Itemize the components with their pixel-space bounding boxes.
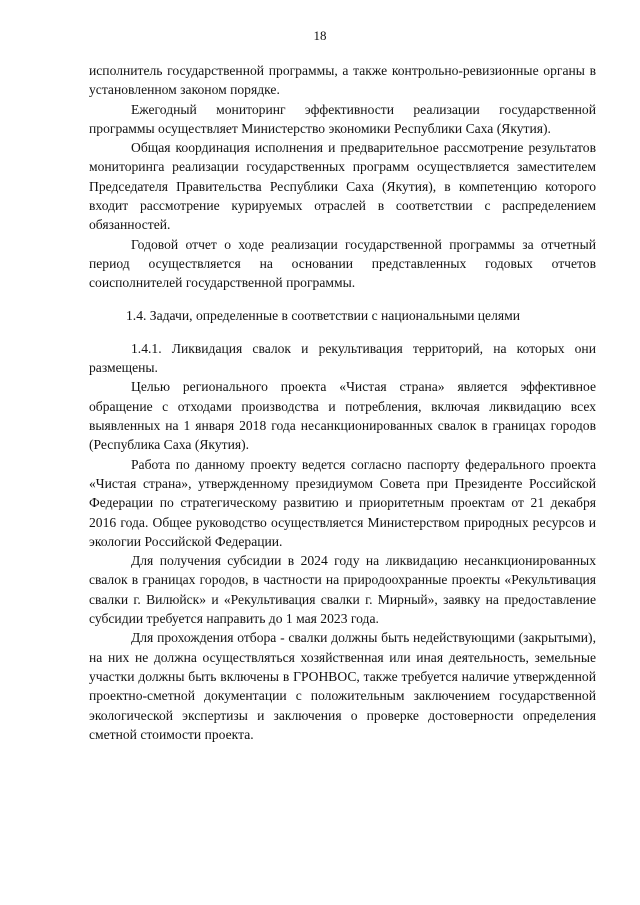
document-body — [89, 61, 596, 744]
paragraph-continued: исполнитель государственной программы, а также контрольно-ревизионные органы в установленном законом порядке. — [89, 63, 596, 98]
section-heading: 1.4. Задачи, определенные в соответствии с национальными целями — [126, 307, 520, 323]
paragraph-annual-report: Годовой отчет о ходе реализации государственной программы за отчетный период осуществляется на основании представленных годовых отчетов соисполнителей государственной программы. — [89, 236, 596, 291]
paragraph-selection: Для прохождения отбора - свалки должны быть недействующими (закрытыми), на них не должна осуществляться хозяйственная или иная деятельность, земельные участки должны быть включены в ГРОНВОС, также требуется наличие утвержденной проектно-сметной документации с положительным заключением государственной экологической экспертизы и заключения о проверке достоверности определения сметной стоимости проекта. — [89, 630, 596, 742]
paragraph-subsidy: Для получения субсидии в 2024 году на ликвидацию несанкционированных свалок в границах городов, в частности на природоохранные проекты «Рекультивация свалки г. Вилюйск» и «Рекультивация свалки г. Мирный», заявку на предоставление субсидии требуется направить до 1 мая 2023 года. — [89, 553, 596, 627]
paragraph-project-work: Работа по данному проекту ведется согласно паспорту федерального проекта «Чистая страна», утвержденному президиумом Совета при Президенте Российской Федерации по стратегическому развитию и приоритетным проектам от 21 декабря 2016 года. Общее руководство осуществляется Министерством природных ресурсов и экологии Российской Федерации. — [89, 456, 596, 549]
paragraph-coordination: Общая координация исполнения и предварительное рассмотрение результатов мониторинга реализации государственных программ осуществляется заместителем Председателя Правительства Республики Саха (Якутия), в компетенцию которого входит рассмотрение курируемых отраслей в соответствии с распределением обязанностей. — [89, 140, 596, 233]
paragraph-project-goal: Целью регионального проекта «Чистая страна» является эффективное обращение с отходами производства и потребления, включая ликвидацию всех выявленных на 1 января 2018 года несанкционированных свалок в границах городов (Республика Саха (Якутия). — [89, 379, 596, 453]
paragraph-monitoring: Ежегодный мониторинг эффективности реализации государственной программы осуществляет Министерство экономики Республики Саха (Якутия). — [89, 101, 596, 136]
subsection-heading: 1.4.1. Ликвидация свалок и рекультивация территорий, на которых они размещены. — [89, 340, 596, 376]
page-number: 18 — [313, 28, 327, 43]
